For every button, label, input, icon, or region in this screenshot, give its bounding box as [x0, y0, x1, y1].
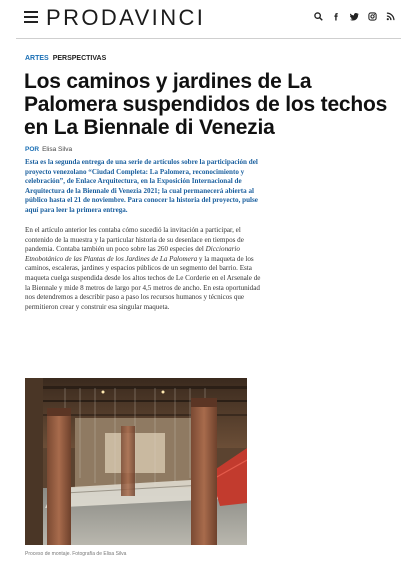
byline	[25, 145, 72, 154]
body-text-2: y la maqueta de los caminos, escaleras, jardines y espacios públicos de un segmento del barrio. Esta maqueta cuelga suspendida desde los altos techos de Le Corderie en el Arsenale de la Biennale y mide 8 metros de largo por 4,5 metros de ancho. En esta oportunidad nos detendremos a describir paso a paso los recursos humanos y técnicos que permitieron crear y construir esa singular maqueta.	[25, 254, 261, 311]
article-photo[interactable]	[25, 378, 247, 545]
site-logo[interactable]: PRODAVINCI	[46, 5, 206, 30]
body-text-1: En el artículo anterior les contaba cómo sucedió la invitación a participar, el contenido de la muestra y la particular historia de su desenlace en tiempos de pandemia. Contaba también un poco sobre las 260 especies del	[25, 226, 244, 254]
twitter-icon[interactable]	[350, 12, 359, 21]
article-categories	[25, 54, 106, 64]
facebook-icon[interactable]	[332, 12, 341, 21]
author-link[interactable]: Elisa Silva	[42, 146, 73, 153]
article-lead[interactable]: Esta es la segunda entrega de una serie de artículos sobre la participación del proyecto venezolano “Ciudad Completa: La Palomera, reconocimiento y celebración”, de Enlace Arquitectura, en la Exposición Internacional de Arquitectura de la Biennale di Venezia 2021; la cual permanecerá abierta al público hasta el 21 de noviembre. Para conocer la historia del proyecto, pulse aquí para leer la primera entrega.	[25, 158, 258, 214]
body-italic-title: Diccionario Etnobotánico de las Plantas de los Jardines de La Palomera	[25, 245, 240, 263]
photo-caption: Proceso de montaje. Fotografía de Elisa Silva	[25, 551, 127, 557]
byline-prefix: POR	[25, 146, 40, 153]
menu-icon[interactable]	[24, 11, 38, 23]
article-title: Los caminos y jardines de La Palomera suspendidos de los techos en La Biennale di Venezia	[24, 70, 388, 139]
header-divider	[16, 38, 401, 39]
article-body-paragraph	[25, 226, 261, 312]
header-icons	[314, 12, 395, 21]
instagram-icon[interactable]	[368, 12, 377, 21]
category-link-artes[interactable]: ARTES	[25, 55, 49, 62]
category-link-perspectivas[interactable]: PERSPECTIVAS	[52, 55, 107, 62]
photo-image	[25, 378, 247, 545]
site-header	[0, 0, 417, 38]
rss-icon[interactable]	[386, 12, 395, 21]
search-icon[interactable]	[314, 12, 323, 21]
